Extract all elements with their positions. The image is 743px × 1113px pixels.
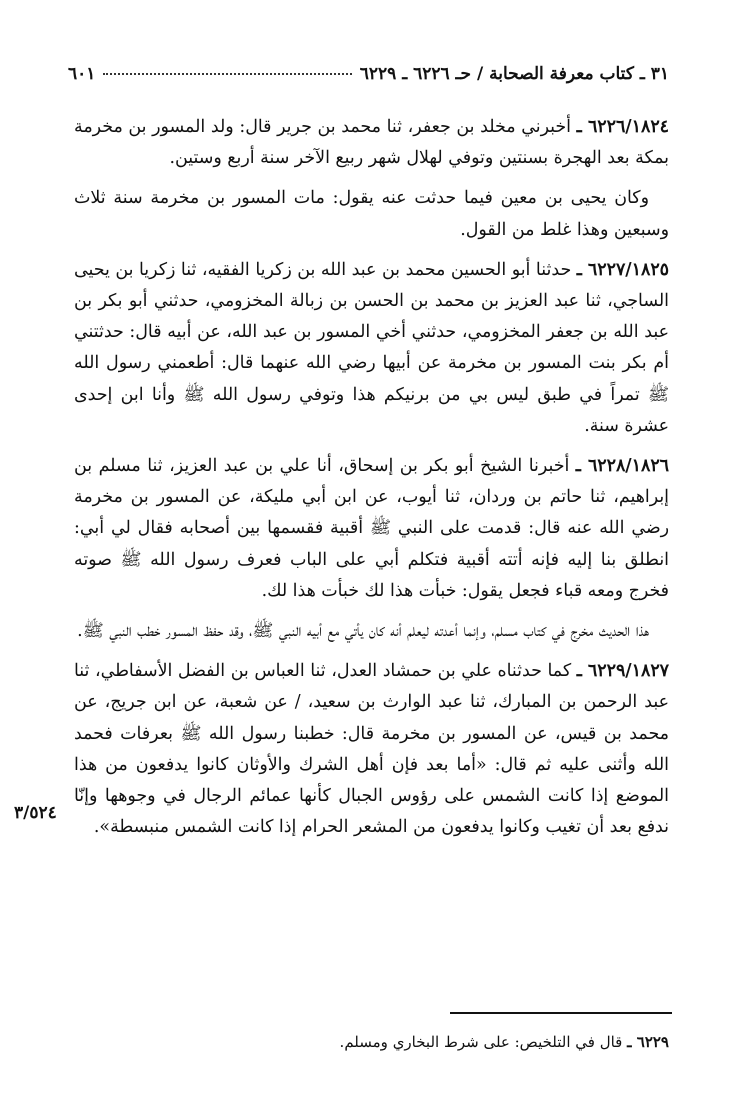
hadith-number: ٦٢٢٦/١٨٢٤ ـ (576, 117, 670, 137)
page-number: ٦٠١ (68, 64, 96, 84)
footnote-text: قال في التلخيص: على شرط البخاري ومسلم. (339, 1033, 623, 1051)
hadith-paragraph (74, 112, 669, 174)
paragraph-text: أخبرنا الشيخ أبو بكر بن إسحاق، أنا علي بن عبد العزيز، ثنا مسلم بن إبراهيم، ثنا حاتم بن وردان، ثنا أيوب، عن ابن أبي مليكة، عن المسور بن مخرمة رضي الله عنه قال: قدمت على النبي ﷺ أقبية فقسمها بين أصحابه فقال لي أبي: انطلق بنا إليه فإنه أتته أقبية فتكلم أبي على الباب فعرف رسول الله ﷺ صوته فخرج ومعه قباء فجعل يقول: خبأت هذا لك خبأت هذا لك. (74, 456, 669, 601)
commentary-paragraph (74, 183, 669, 245)
header-leader-dots (103, 73, 351, 75)
hadith-paragraph (74, 656, 669, 843)
page-body (74, 112, 669, 852)
paragraph-text: كما حدثناه علي بن حمشاد العدل، ثنا العباس بن الفضل الأسفاطي، ثنا عبد الرحمن بن المبارك، ثنا عبد الوارث بن سعيد، / عن شعبة، عن ابن جريج، عن محمد بن قيس، عن المسور بن مخرمة قال: خطبنا رسول الله ﷺ بعرفات فحمد الله وأثنى عليه ثم قال: «أما بعد فإن أهل الشرك والأوثان كانوا يدفعون من هذا الموضع إذا كانت الشمس على رؤوس الجبال كأنها عمائم الرجال في وجوهها وإنّا ندفع بعد أن تغيب وكانوا يدفعون من المشعر الحرام إذا كانت الشمس منبسطة». (74, 661, 669, 838)
hadith-paragraph (74, 255, 669, 442)
paragraph-text: وكان يحيى بن معين فيما حدثت عنه يقول: مات المسور بن مخرمة سنة ثلاث وسبعين وهذا غلط من القول. (74, 188, 669, 240)
hadith-paragraph (74, 451, 669, 607)
hadith-number: ٦٢٢٧/١٨٢٥ ـ (576, 259, 669, 280)
commentary-paragraph (74, 616, 669, 647)
paragraph-text: هذا الحديث مخرج في كتاب مسلم، وإنما أعدته ليعلم أنه كان يأتي مع أبيه النبي ﷺ، وقد حفظ المسور خطب النبي ﷺ. (77, 621, 649, 642)
paragraph-text: حدثنا أبو الحسين محمد بن عبد الله بن زكريا الفقيه، ثنا زكريا بن يحيى الساجي، ثنا عبد العزيز بن محمد بن الحسن بن زبالة المخزومي، حدثني أبو بكر بن عبد الله بن جعفر المخزومي، حدثني أخي المسور بن عبد الله، عن أبيه قال: حدثتني أم بكر بنت المسور بن مخرمة عن أبيها رضي الله عنهما قال: أطعمني رسول الله ﷺ تمراً في طبق ليس بي من برنيكم هذا وتوفي رسول الله ﷺ وأنا ابن إحدى عشرة سنة. (74, 259, 669, 436)
footnote (200, 1030, 669, 1054)
page-header (68, 64, 669, 90)
paragraph-text: أخبرني مخلد بن جعفر، ثنا محمد بن جرير قال: ولد المسور بن مخرمة بمكة بعد الهجرة بسنتين وتوفي لهلال شهر ربيع الآخر سنة أربع وستين. (74, 117, 669, 169)
footnote-number: ٦٢٢٩ ـ (627, 1033, 669, 1051)
margin-reference: ٣/٥٢٤ (14, 803, 57, 823)
hadith-number: ٦٢٢٨/١٨٢٦ ـ (575, 456, 670, 477)
running-title: ٣١ ـ كتاب معرفة الصحابة / حـ ٦٢٢٦ ـ ٦٢٢٩ (359, 64, 669, 84)
hadith-number: ٦٢٢٩/١٨٢٧ ـ (576, 661, 669, 682)
footnote-separator (450, 1012, 672, 1014)
